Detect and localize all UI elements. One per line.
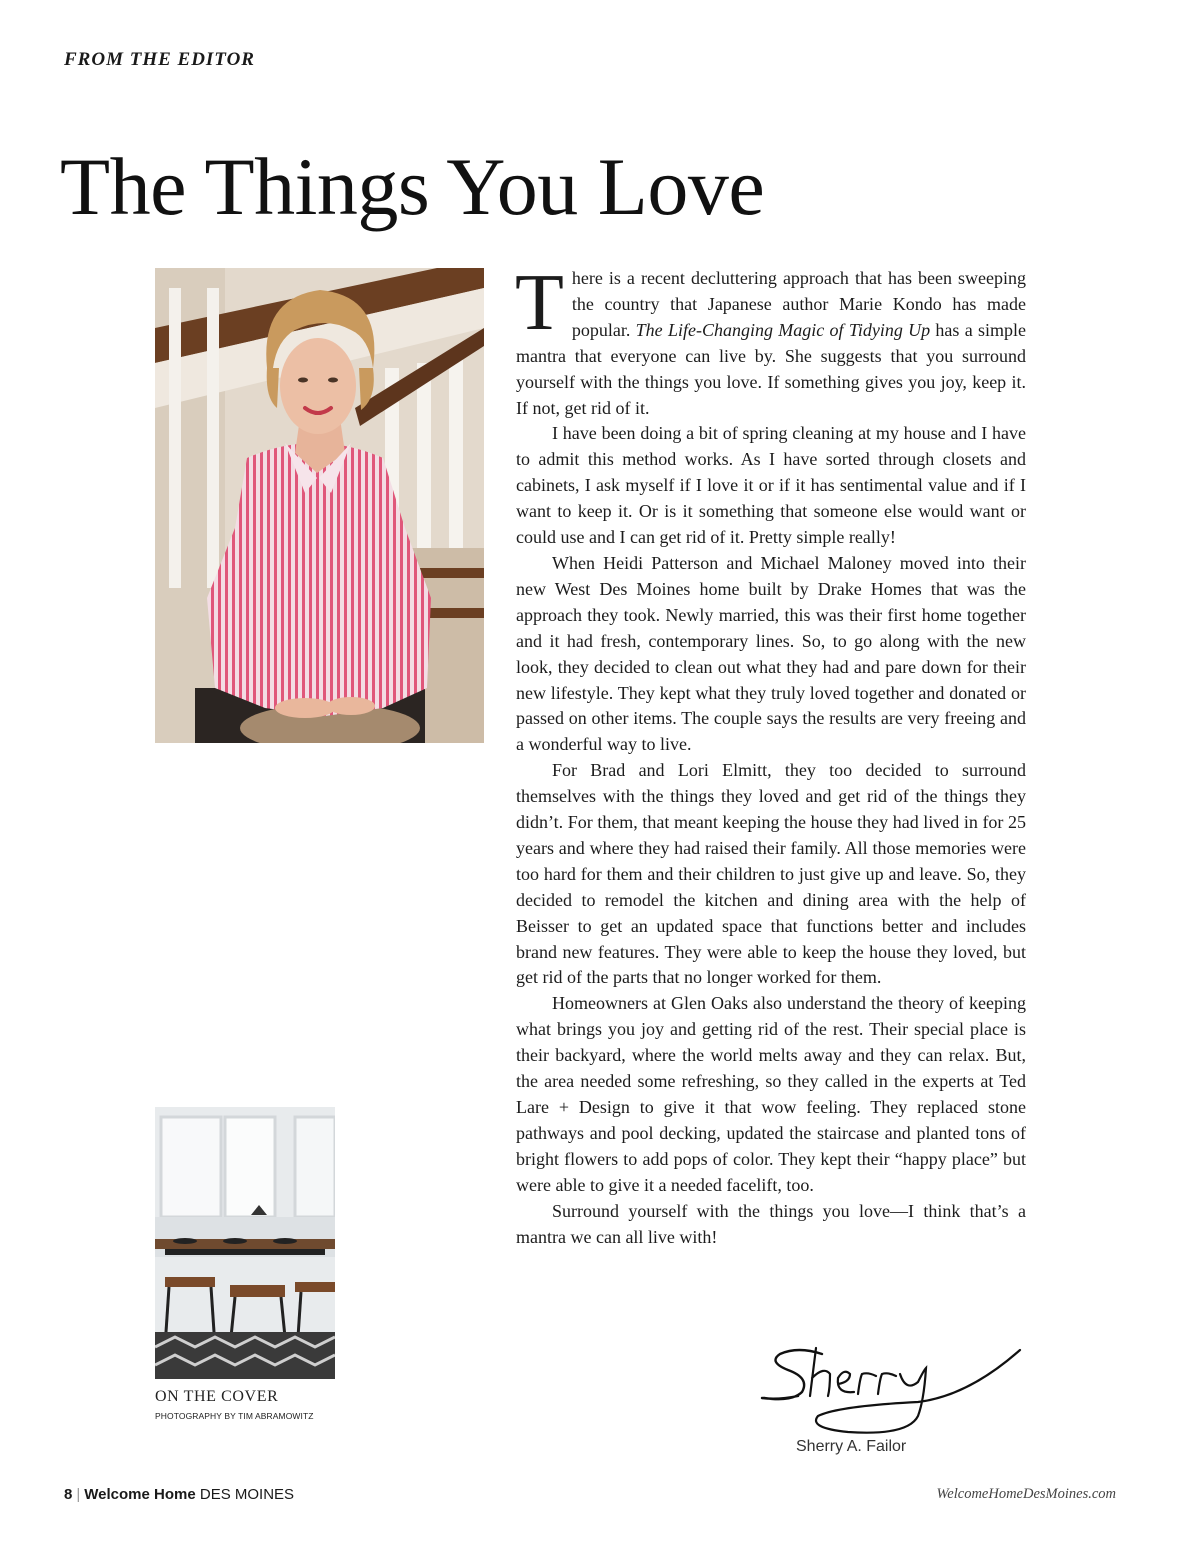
- paragraph-3: When Heidi Patterson and Michael Maloney moved into their new West Des Moines home built by Drake Homes that was the approach they took. Newly married, this was their first home together and it had fresh, contemporary lines. So, to go along with the new look, they decided to clean out what they had and pare down for their new lifestyle. They kept what they truly loved together and donated or passed on other items. The couple says the results are very freeing and a wonderful way to live.: [516, 552, 1026, 755]
- cover-caption: ON THE COVER: [155, 1388, 279, 1405]
- editor-name: Sherry A. Failor: [796, 1438, 907, 1455]
- book-title: The Life-Changing Magic of Tidying Up: [635, 319, 931, 340]
- editor-letter: [515, 259, 1027, 1250]
- paragraph-1-end: has a simple mantra that everyone can live by. She suggests that you surround yourself with the things you love. If something gives you joy, keep it. If not, get rid of it.: [516, 319, 1027, 418]
- paragraph-5: Homeowners at Glen Oaks also understand the theory of keeping what brings you joy and getting rid of the rest. Their special place is their backyard, where the world melts away and they can relax. But, the area needed some refreshing, so they called in the experts at Ted Lare + Design to give it that wow feeling. They replaced stone pathways and pool decking, updated the staircase and planted tons of bright flowers to add pops of color. They kept their “happy place” but were able to give it a needed facelift, too.: [516, 993, 1026, 1195]
- website-url: WelcomeHomeDesMoines.com: [936, 1486, 1116, 1502]
- paragraph-2: I have been doing a bit of spring cleaning at my house and I have to admit this method works. As I have sorted through closets and cabinets, I ask myself if I love it or if it has sentimental value and if I want to keep it. Or is it something that someone else would want or could use and I can get rid of it. Pretty simple really!: [516, 423, 1026, 548]
- paragraph-1: [515, 259, 1027, 421]
- paragraph-4: For Brad and Lori Elmitt, they too decided to surround themselves with the things they loved and get rid of the things they didn’t. For them, that meant keeping the house they had lived in for 25 years and where they had raised their family. All those memories were too hard for them and their children to just give up and leave. So, they decided to remodel the kitchen and dining area with the help of Beisser to get an updated space that functions better and includes brand new features. They were able to keep the house they loved, but get rid of the parts that no longer worked for them.: [516, 760, 1026, 988]
- cover-thumbnail-photo: [155, 1107, 335, 1379]
- page-footer: [64, 1486, 294, 1503]
- paragraph-1-text: here is a recent decluttering approach that has been sweeping the country that Japanese author Marie Kondo has made popular.: [571, 268, 1026, 340]
- editor-portrait-photo: [155, 268, 484, 743]
- drop-cap: T: [515, 259, 564, 347]
- publication-city: DES MOINES: [199, 1486, 295, 1503]
- footer-separator: |: [76, 1486, 81, 1503]
- handwritten-signature: [758, 1340, 1026, 1440]
- section-kicker: FROM THE EDITOR: [64, 49, 255, 70]
- photo-credit: PHOTOGRAPHY BY TIM ABRAMOWITZ: [155, 1411, 314, 1421]
- publication-name: Welcome Home: [84, 1486, 196, 1503]
- page-title: The Things You Love: [60, 141, 765, 232]
- page-number: 8: [64, 1486, 73, 1503]
- paragraph-6: Surround yourself with the things you love—I think that’s a mantra we can all live with!: [516, 1200, 1026, 1247]
